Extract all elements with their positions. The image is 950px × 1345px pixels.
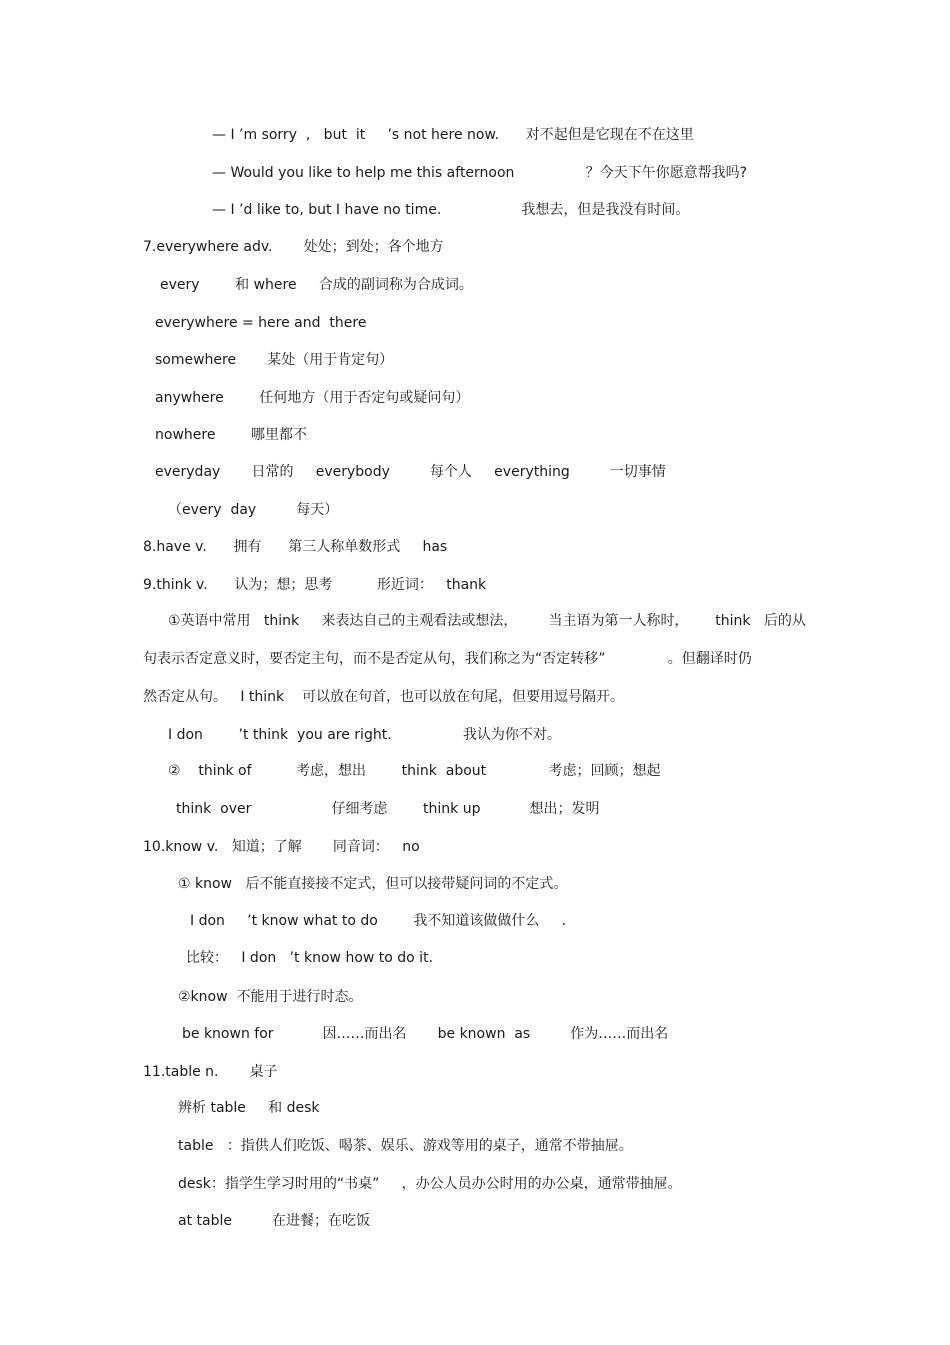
text-line: ② think of 考虑，想出 think about 考虑；回顾；想起 [168, 763, 661, 779]
entry-8-heading: 8.have v. 拥有 第三人称单数形式 has [143, 539, 448, 555]
text-line: anywhere 任何地方（用于否定句或疑问句） [155, 390, 470, 406]
entry-10-heading: 10.know v. 知道；了解 同音词： no [143, 839, 420, 855]
dialogue-line-3: — I ’d like to, but I have no time. 我想去，但是我没有时间。 [212, 202, 690, 218]
text-line: ① know 后不能直接接不定式，但可以接带疑问词的不定式。 [178, 876, 568, 892]
text-line: everywhere = here and there [155, 315, 367, 331]
text-line: think over 仔细考虑 think up 想出；发明 [176, 801, 600, 817]
text-line: everyday 日常的 everybody 每个人 everything 一切事情 [155, 464, 666, 480]
text-line: 辨析 table 和 desk [178, 1100, 320, 1116]
paragraph-line: 句表示否定意义时，要否定主句，而不是否定从句，我们称之为“否定转移” 。但翻译时仍 [143, 651, 752, 667]
text-line: every 和 where 合成的副词称为合成词。 [160, 277, 473, 293]
example-line: 比较： I don ’t know how to do it. [186, 950, 434, 966]
dialogue-line-2: — Would you like to help me this afternoon ？今天下午你愿意帮我吗? [212, 165, 748, 181]
text-line: nowhere 哪里都不 [155, 427, 308, 443]
text-line: table ：指供人们吃饭、喝茶、娱乐、游戏等用的桌子，通常不带抽屉。 [178, 1138, 633, 1154]
entry-11-heading: 11.table n. 桌子 [143, 1064, 278, 1080]
entry-7-heading: 7.everywhere adv. 处处；到处；各个地方 [143, 239, 444, 255]
text-line: be known for 因……而出名 be known as 作为……而出名 [182, 1026, 669, 1042]
paragraph-line: 然否定从句。 I think 可以放在句首，也可以放在句尾，但要用逗号隔开。 [143, 689, 624, 705]
entry-9-heading: 9.think v. 认为；想；思考 形近词： thank [143, 577, 487, 593]
text-line: ②know 不能用于进行时态。 [178, 989, 363, 1005]
paragraph-line: ①英语中常用 think 来表达自己的主观看法或想法， 当主语为第一人称时， think 后的从 [168, 613, 806, 629]
example-line: I don ’t know what to do 我不知道该做做什么 . [190, 913, 567, 929]
text-line: somewhere 某处（用于肯定句） [155, 352, 394, 368]
dialogue-line-1: — I ’m sorry , but it ’s not here now. 对不起但是它现在不在这里 [212, 127, 694, 143]
example-line: I don ’t think you are right. 我认为你不对。 [168, 727, 561, 743]
text-line: desk：指学生学习时用的“书桌” ，办公人员办公时用的办公桌，通常带抽屉。 [178, 1176, 682, 1192]
text-line: at table 在进餐；在吃饭 [178, 1213, 371, 1229]
text-line: （every day 每天） [168, 502, 339, 518]
